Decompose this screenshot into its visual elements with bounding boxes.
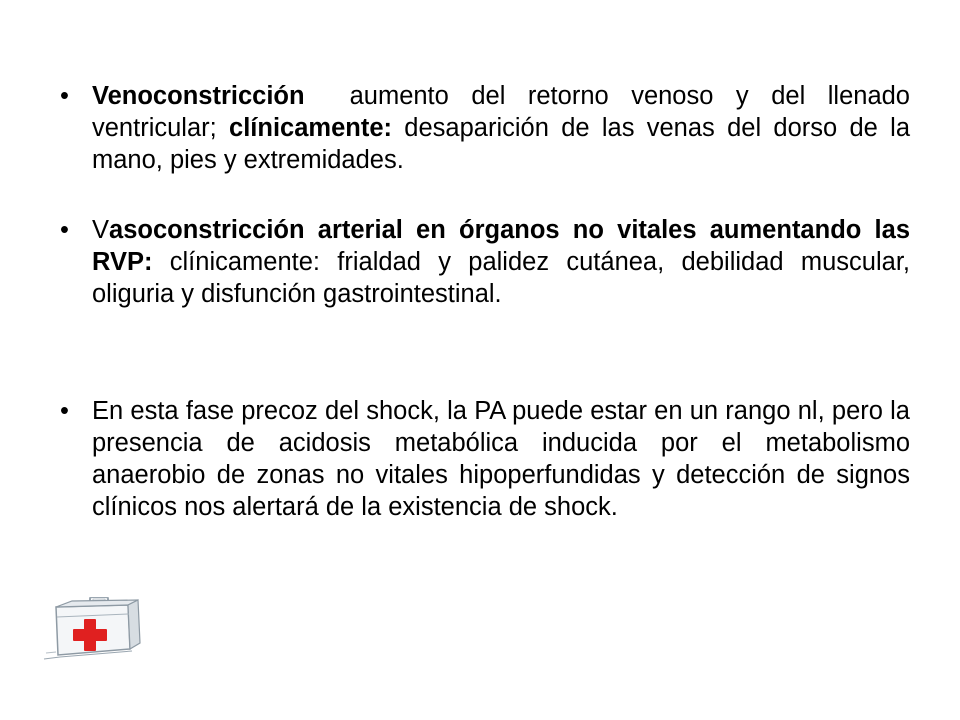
bullet-text: En esta fase precoz del shock, la PA puede estar en un rango nl, pero la presencia de acidosis metabólica inducida por el metabolismo anaerobio de zonas no vitales hipoperfundidas y detección de signos clínicos nos alertará de la existencia de shock.	[92, 397, 910, 521]
bullet-text: V	[92, 216, 110, 244]
term-venoconstriccion: Venoconstricción	[92, 82, 305, 110]
bullet-venoconstriction	[58, 80, 918, 176]
term-vasoconstriccion: asoconstricción arterial en órganos no vitales aumentando las RVP:	[92, 216, 910, 276]
bullet-marker: •	[60, 397, 69, 425]
first-aid-kit-icon	[42, 597, 142, 661]
bullet-vasoconstriction	[58, 214, 910, 310]
term-clinicamente: clínicamente:	[229, 114, 392, 142]
bullet-marker: •	[60, 82, 69, 110]
bullet-list	[58, 80, 918, 523]
bullet-text: aumento del retorno venoso y del llenado ventricular;	[92, 82, 918, 142]
bullet-early-phase	[58, 395, 910, 523]
bullet-marker: •	[60, 216, 69, 244]
bullet-text: desaparición de las venas del dorso de la mano, pies y extremidades.	[92, 114, 911, 174]
bullet-text: clínicamente: frialdad y palidez cutánea, debilidad muscular, oliguria y disfunción gastrointestinal.	[92, 248, 910, 308]
